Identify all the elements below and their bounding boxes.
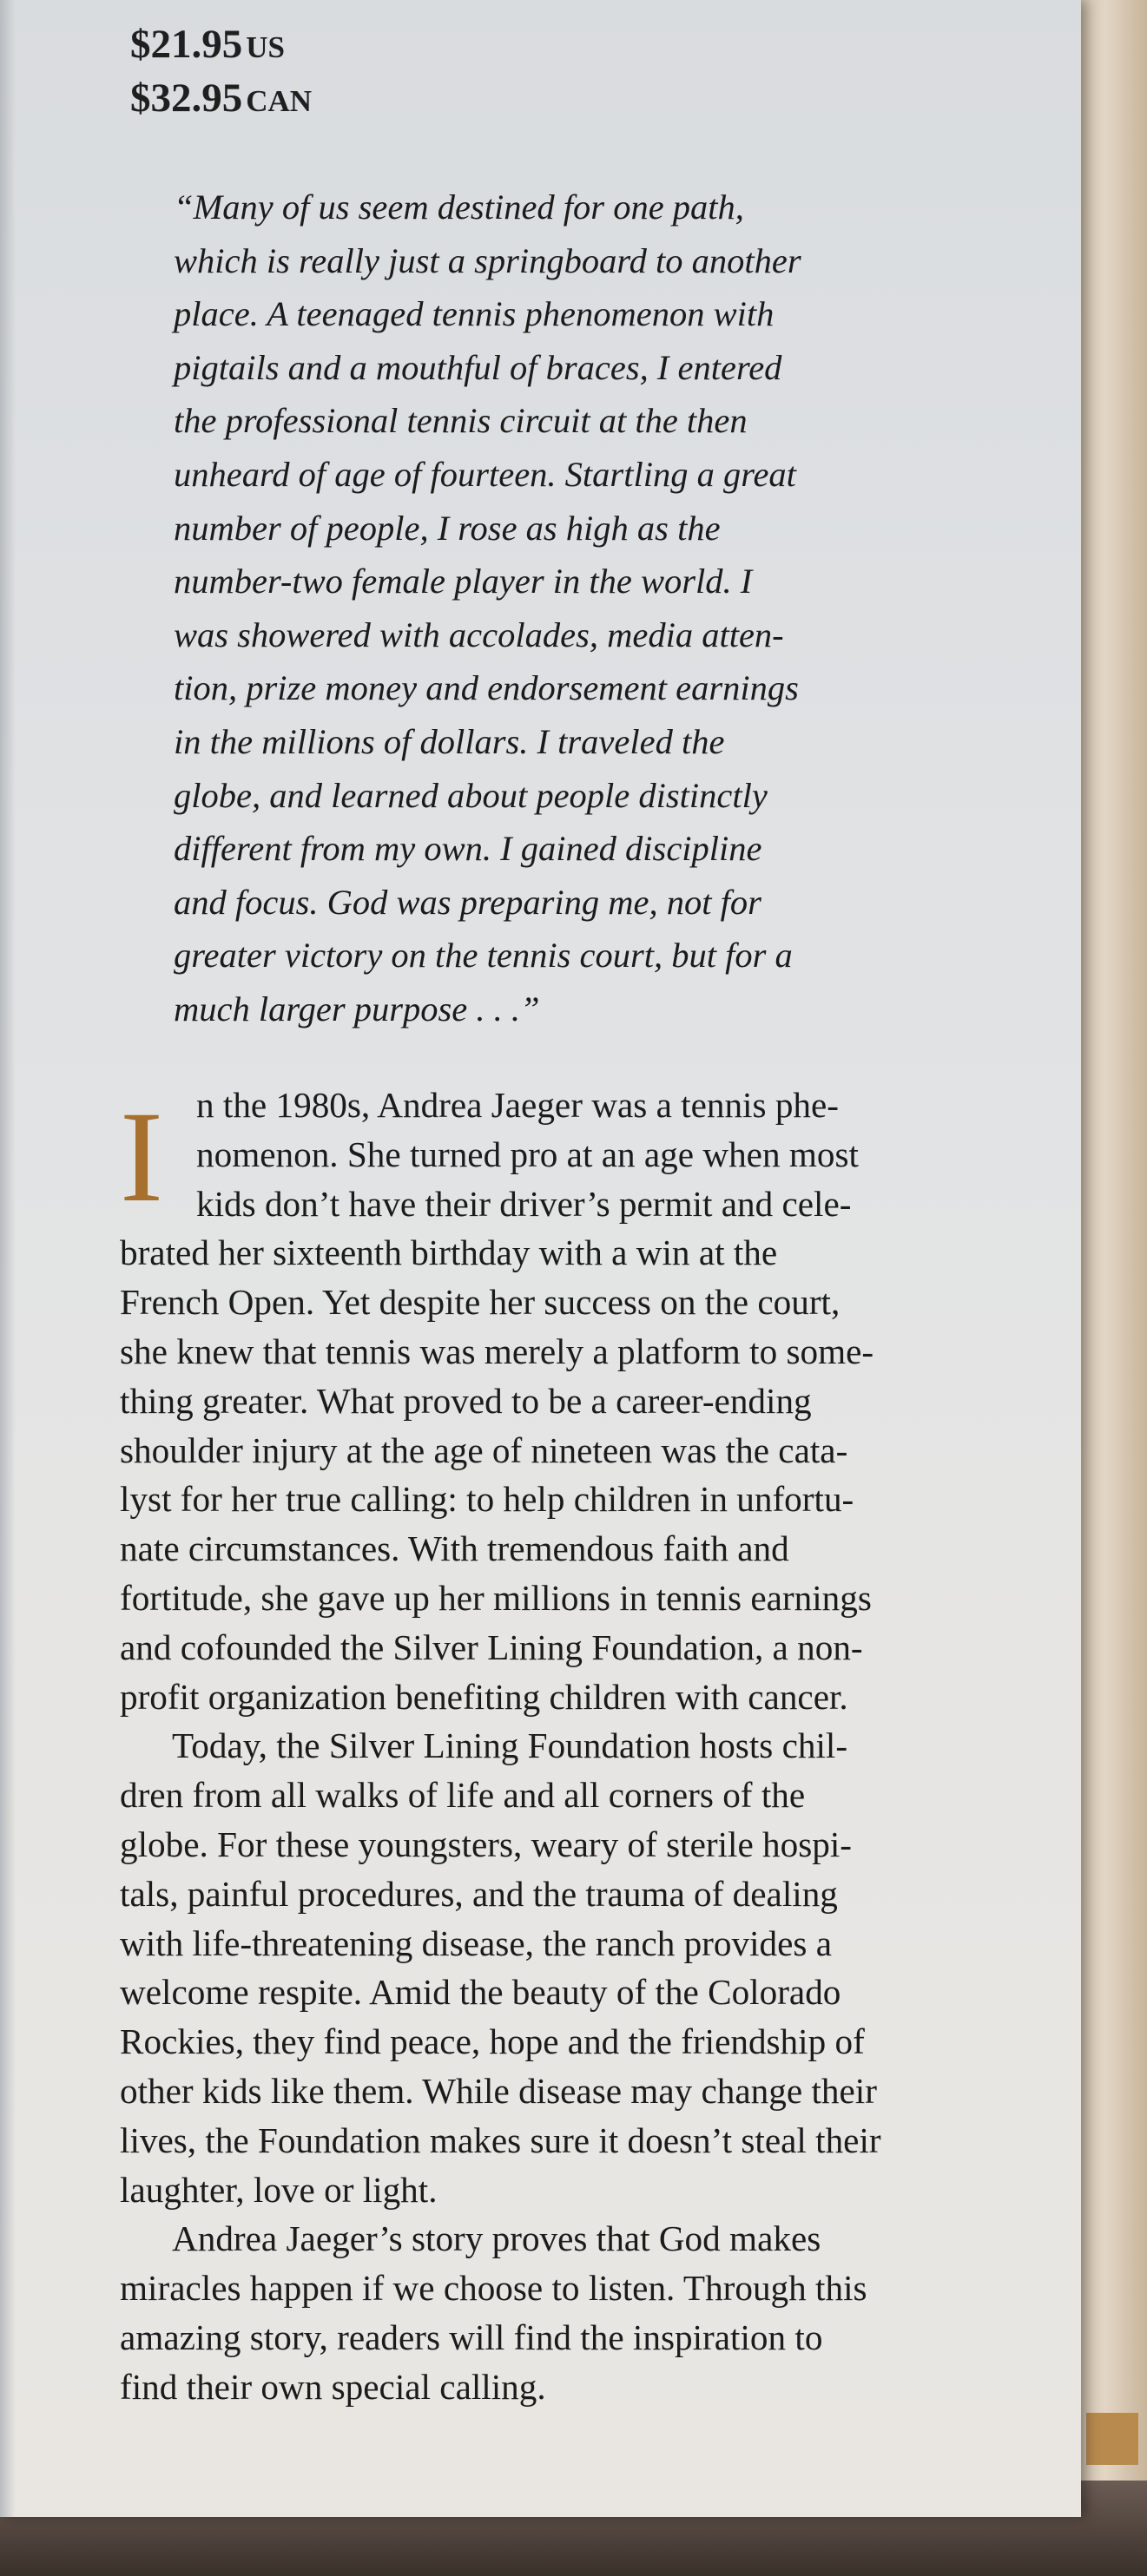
wood-background — [1078, 0, 1147, 2576]
body-line: globe. For these youngsters, weary of sterile hospi- — [120, 1824, 853, 1864]
body-line: Andrea Jaeger’s story proves that God makes — [172, 2218, 821, 2259]
price-us-currency: US — [246, 30, 285, 64]
body-line: she knew that tennis was merely a platform to some- — [120, 1331, 874, 1371]
price-can — [130, 75, 312, 122]
body-line: lives, the Foundation makes sure it doesn’t steal their — [120, 2119, 881, 2160]
wood-trim — [1086, 2413, 1138, 2465]
price-can-currency: CAN — [246, 84, 313, 118]
quote-line: much larger purpose . . .” — [174, 989, 540, 1028]
quote-line: different from my own. I gained discipline — [174, 829, 762, 869]
quote-line: number-two female player in the world. I — [174, 562, 753, 601]
pull-quote — [174, 181, 920, 1036]
body-line: French Open. Yet despite her success on the court, — [120, 1282, 840, 1323]
body-line: with life-threatening disease, the ranch provides a — [120, 1922, 833, 1963]
body-line: kids don’t have their driver’s permit and cele- — [196, 1183, 852, 1224]
price-us — [130, 21, 285, 68]
drop-cap: I — [120, 1085, 163, 1229]
body-line: dren from all walks of life and all corners of the — [120, 1775, 806, 1816]
body-line: Rockies, they find peace, hope and the friendship of — [120, 2021, 865, 2062]
quote-line: in the millions of dollars. I traveled the — [174, 721, 725, 761]
quote-line: the professional tennis circuit at the then — [174, 401, 748, 441]
body-line: brated her sixteenth birthday with a win at the — [120, 1232, 778, 1273]
body-line: lyst for her true calling: to help children in unfortu- — [120, 1479, 854, 1520]
price-can-amount: $32.95 — [130, 76, 243, 121]
body-line: profit organization benefiting children with cancer. — [120, 1676, 848, 1717]
quote-line: and focus. God was preparing me, not for — [174, 882, 761, 922]
quote-line: greater victory on the tennis court, but for a — [174, 936, 793, 976]
body-line: other kids like them. While disease may change their — [120, 2070, 877, 2111]
quote-line: globe, and learned about people distinctly — [174, 775, 768, 815]
quote-line: pigtails and a mouthful of braces, I entered — [174, 347, 782, 387]
body-line: Today, the Silver Lining Foundation hosts chil- — [172, 1725, 848, 1766]
price-us-amount: $21.95 — [130, 22, 243, 67]
body-line: shoulder injury at the age of nineteen was the cata- — [120, 1429, 848, 1470]
quote-line: tion, prize money and endorsement earnings — [174, 668, 799, 708]
quote-line: unheard of age of fourteen. Startling a great — [174, 454, 796, 494]
quote-line: number of people, I rose as high as the — [174, 508, 721, 548]
body-line: amazing story, readers will find the inspiration to — [120, 2316, 823, 2357]
body-line: thing greater. What proved to be a career-ending — [120, 1380, 812, 1421]
body-line: laughter, love or light. — [120, 2169, 438, 2210]
body-line: tals, painful procedures, and the trauma of dealing — [120, 1873, 838, 1914]
body-line: nomenon. She turned pro at an age when most — [196, 1134, 859, 1174]
body-line: find their own special calling. — [120, 2366, 546, 2407]
quote-line: which is really just a springboard to another — [174, 240, 801, 280]
description-body — [120, 1081, 958, 2412]
body-line: nate circumstances. With tremendous faith and — [120, 1528, 789, 1569]
quote-line: place. A teenaged tennis phenomenon with — [174, 294, 775, 334]
body-line: welcome respite. Amid the beauty of the Colorado — [120, 1972, 841, 2013]
body-line: and cofounded the Silver Lining Foundation, a non- — [120, 1626, 863, 1667]
quote-line: “Many of us seem destined for one path, — [174, 187, 744, 227]
body-line: miracles happen if we choose to listen. Through this — [120, 2268, 867, 2309]
body-line: fortitude, she gave up her millions in tennis earnings — [120, 1577, 872, 1618]
body-line: n the 1980s, Andrea Jaeger was a tennis phe- — [196, 1085, 840, 1125]
quote-line: was showered with accolades, media atten- — [174, 614, 784, 654]
